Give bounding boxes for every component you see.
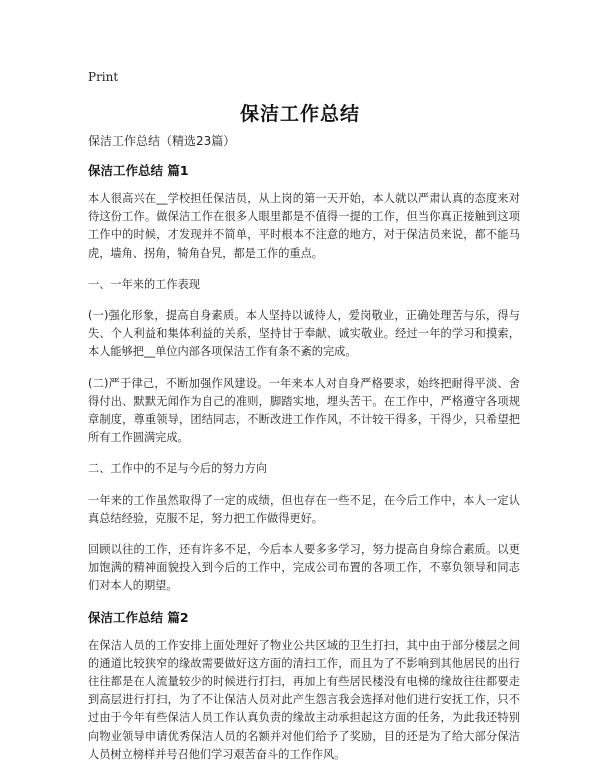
paragraph: (二)严于律己，不断加强作风建设。一年来本人对自身严格要求，始终把耐得平淡、舍得付出、默默无闻作为自己的准则，脚踏实地，埋头苦干。在工作中，严格遵守各项规章制度，尊重领导，团结同志，不断改进工作作风，不计较干得多，干得少，只希望把所有工作圆满完成。: [88, 376, 520, 445]
section-heading: 保洁工作总结 篇2: [88, 609, 189, 625]
paragraph-subheading: 二、工作中的不足与今后的努力方向: [88, 462, 268, 476]
document-subtitle: 保洁工作总结（精选23篇）: [88, 134, 236, 148]
print-link[interactable]: Print: [88, 70, 119, 84]
paragraph: 在保洁人员的工作安排上面处理好了物业公共区域的卫生打扫，其中由于部分楼层之间的通道比较狭窄的缘故需要做好这方面的清扫工作，而且为了不影响到其他居民的出行往往都是在人流量较少的时候进行打扫，再加上有些居民楼没有电梯的缘故往往都要走到高层进行打扫，为了不让保洁人员对此产生怨言我会选择对他们进行安抚工作，只不过由于今年有些保洁人员工作认真负责的缘故主动承担起这方面的任务，为此我还特别向物业领导申请优秀保洁人员的名额并对他们给予了奖励，目的还是为了给大部分保洁人员树立榜样并号召他们学习艰苦奋斗的工作作风。: [88, 638, 520, 761]
page-title: 保洁工作总结: [239, 103, 360, 125]
paragraph: 一年来的工作虽然取得了一定的成绩，但也存在一些不足，在今后工作中，本人一定认真总结经验，克服不足，努力把工作做得更好。: [88, 493, 520, 525]
paragraph: 回顾以往的工作，还有许多不足，今后本人要多多学习，努力提高自身综合素质。以更加饱满的精神面貌投入到今后的工作中，完成公司布置的各项工作，不辜负领导和同志们对本人的期望。: [88, 543, 520, 593]
section-1: [88, 162, 520, 596]
paragraph: (一)强化形象，提高自身素质。本人坚持以诚待人，爱岗敬业，正确处理苦与乐，得与失、个人利益和集体利益的关系，坚持甘于奉献、诚实敬业。经过一年的学习和摸索，本人能够把__单位内部各项保洁工作有条不紊的完成。: [88, 309, 520, 359]
document-body: [88, 132, 520, 777]
section-heading: 保洁工作总结 篇1: [88, 163, 189, 178]
section-2: [88, 609, 520, 764]
paragraph: 本人很高兴在__学校担任保洁员，从上岗的第一天开始，本人就以严肃认真的态度来对待这份工作。做保洁工作在很多人眼里都是不值得一提的工作，但当你真正接触到这项工作中的时候，才发现并不简单，平时根本不注意的地方，对于保洁员来说，都不能马虎，墙角、拐角，犄角旮旯，都是工作的重点。: [88, 192, 520, 260]
paragraph-subheading: 一、一年来的工作表现: [88, 277, 200, 291]
